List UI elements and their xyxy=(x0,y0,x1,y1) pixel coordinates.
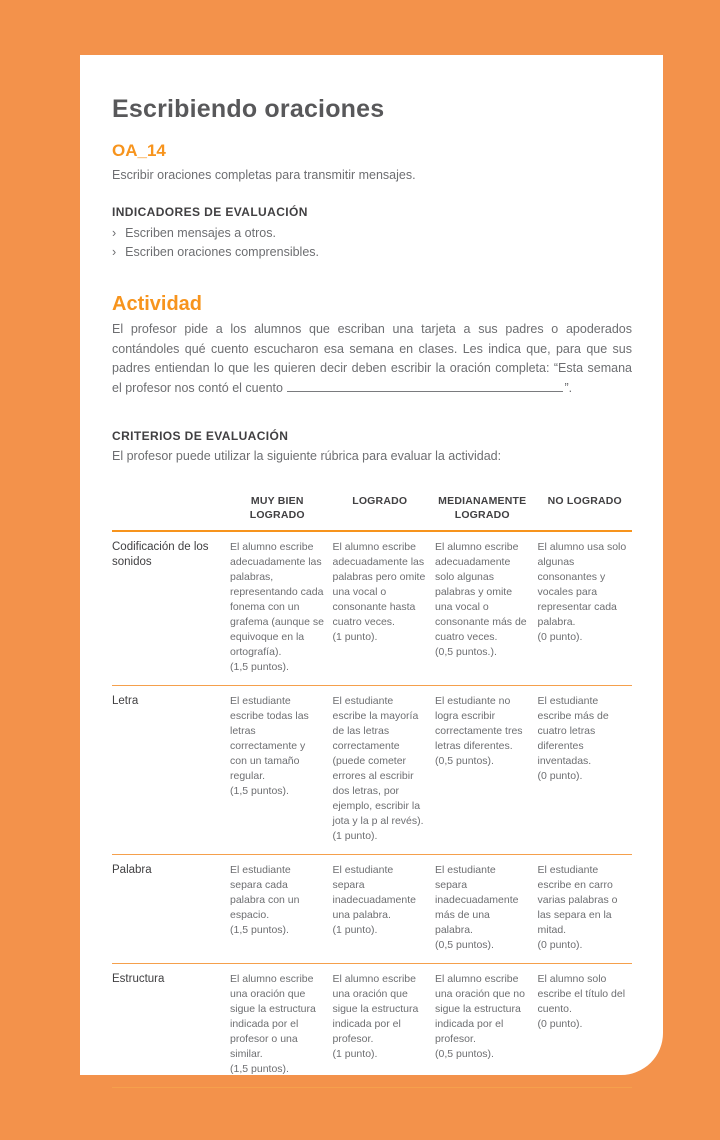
rubric-cell-points: (1,5 puntos). xyxy=(230,785,289,797)
oa-code: OA_14 xyxy=(112,141,166,160)
rubric-intro: El profesor puede utilizar la siguiente rúbrica para evaluar la actividad: xyxy=(112,449,502,463)
indicator-text: Escriben oraciones comprensibles. xyxy=(125,245,320,259)
rubric-row-label: Palabra xyxy=(112,864,152,876)
page-title: Escribiendo oraciones xyxy=(112,95,385,123)
rubric-cell xyxy=(435,863,530,953)
rubric-cell-text: El alumno escribe adecuadamente solo algunas palabras y omite una vocal o consonante más de cuatro veces. xyxy=(435,541,527,643)
rubric-cell xyxy=(333,972,428,1077)
rubric-row-label: Letra xyxy=(112,695,139,707)
rubric-cell-text: El alumno escribe adecuadamente las palabras pero omite una vocal o consonante hasta cuatro veces. xyxy=(332,541,426,628)
rubric-cell-text: El alumno usa solo algunas consonantes y vocales para representar cada palabra. xyxy=(537,541,627,628)
rubric-row-label: Codificación de los sonidos xyxy=(112,541,209,568)
rubric-row-estructura xyxy=(112,964,632,1088)
rubric-cell xyxy=(538,863,633,953)
rubric-cell-points: (0 punto). xyxy=(537,770,583,782)
rubric-cell xyxy=(230,540,325,675)
rubric-cell-text: El estudiante escribe en carro varias palabras o las separa en la mitad. xyxy=(537,864,618,936)
rubric-cell xyxy=(333,863,428,953)
rubric-column-header: MUY BIEN LOGRADO xyxy=(249,495,305,521)
activity-heading: Actividad xyxy=(112,293,203,315)
oa-description: Escribir oraciones completas para transmitir mensajes. xyxy=(112,168,416,182)
rubric-cell-text: El estudiante separa inadecuadamente una palabra. xyxy=(332,864,416,921)
rubric-cell-text: El estudiante escribe más de cuatro letras diferentes inventadas. xyxy=(537,695,609,767)
rubric-row-label: Estructura xyxy=(112,973,165,985)
rubric-cell xyxy=(538,694,633,844)
rubric-cell xyxy=(435,972,530,1077)
rubric-cell-points: (1,5 puntos). xyxy=(230,661,289,673)
rubric-cell-text: El estudiante escribe todas las letras correctamente y con un tamaño regular. xyxy=(230,695,309,782)
rubric-cell-points: (0,5 puntos). xyxy=(435,1048,494,1060)
rubric-cell-points: (0 punto). xyxy=(537,631,583,643)
bullet-icon: › xyxy=(112,245,117,259)
indicators-heading: INDICADORES DE EVALUACIÓN xyxy=(112,205,308,219)
activity-closing: ”. xyxy=(564,380,573,395)
rubric-row-letra xyxy=(112,686,632,855)
rubric-cell-text: El alumno solo escribe el título del cuento. xyxy=(537,973,626,1015)
rubric-cell xyxy=(435,694,530,844)
rubric-header-empty xyxy=(112,494,222,522)
rubric-cell-points: (0 punto). xyxy=(537,939,583,951)
rubric-cell-points: (0,5 puntos). xyxy=(435,755,494,767)
rubric-cell xyxy=(538,540,633,675)
rubric-header-row xyxy=(112,494,632,532)
rubric-cell-text: El alumno escribe una oración que sigue la estructura indicada por el profesor o una similar. xyxy=(230,973,316,1060)
rubric-cell-text: El estudiante separa inadecuadamente más de una palabra. xyxy=(435,864,519,936)
indicator-text: Escriben mensajes a otros. xyxy=(125,226,276,240)
rubric-cell-text: El alumno escribe una oración que sigue la estructura indicada por el profesor. xyxy=(332,973,419,1045)
rubric-cell-points: (0 punto). xyxy=(537,1018,583,1030)
criteria-heading: CRITERIOS DE EVALUACIÓN xyxy=(112,429,289,443)
rubric-column-header: NO LOGRADO xyxy=(547,495,622,507)
rubric-cell xyxy=(230,863,325,953)
rubric-cell xyxy=(230,694,325,844)
rubric-cell xyxy=(333,540,428,675)
activity-paragraph xyxy=(112,320,632,398)
indicator-item xyxy=(112,224,632,243)
rubric-cell xyxy=(333,694,428,844)
rubric-cell-points: (0,5 puntos). xyxy=(435,939,494,951)
rubric-cell-points: (1 punto). xyxy=(332,924,378,936)
rubric-cell-text: El estudiante escribe la mayoría de las letras correctamente (puede cometer errores al escribir dos letras, por ejemplo, escribir la jota y la p al revés). xyxy=(332,695,424,827)
rubric-cell xyxy=(435,540,530,675)
rubric-cell-points: (1 punto). xyxy=(332,631,378,643)
rubric-row-codificacion xyxy=(112,532,632,686)
rubric-column-header: MEDIANAMENTE LOGRADO xyxy=(438,495,527,521)
indicator-item xyxy=(112,243,632,262)
rubric-table xyxy=(112,494,632,1088)
activity-text: El profesor pide a los alumnos que escriban una tarjeta a sus padres o apoderados contándoles qué cuento escucharon esa semana en clases. Les indica que, para que sus padres entiendan lo que les quieren decir deben escribir la oración completa: “Esta semana el profesor nos contó el cuento xyxy=(112,322,632,395)
rubric-column-header: LOGRADO xyxy=(352,495,408,507)
rubric-cell-text: El alumno escribe una oración que no sigue la estructura indicada por el profesor. xyxy=(435,973,525,1045)
indicator-list xyxy=(112,224,632,262)
bullet-icon: › xyxy=(112,226,117,240)
rubric-cell-points: (1 punto). xyxy=(332,1048,378,1060)
rubric-row-palabra xyxy=(112,855,632,964)
rubric-cell-points: (1,5 puntos). xyxy=(230,1063,289,1075)
rubric-cell xyxy=(230,972,325,1077)
rubric-cell xyxy=(538,972,633,1077)
activity-blank-line xyxy=(287,380,563,392)
content-card xyxy=(80,55,663,1075)
rubric-cell-points: (0,5 puntos.). xyxy=(435,646,497,658)
rubric-cell-points: (1,5 puntos). xyxy=(230,924,289,936)
rubric-cell-text: El alumno escribe adecuadamente las palabras, representando cada fonema con un grafema (aunque se equivoque en la ortografía). xyxy=(230,541,324,658)
rubric-cell-text: El estudiante separa cada palabra con un espacio. xyxy=(230,864,300,921)
rubric-cell-text: El estudiante no logra escribir correctamente tres letras diferentes. xyxy=(435,695,523,752)
rubric-cell-points: (1 punto). xyxy=(332,830,378,842)
